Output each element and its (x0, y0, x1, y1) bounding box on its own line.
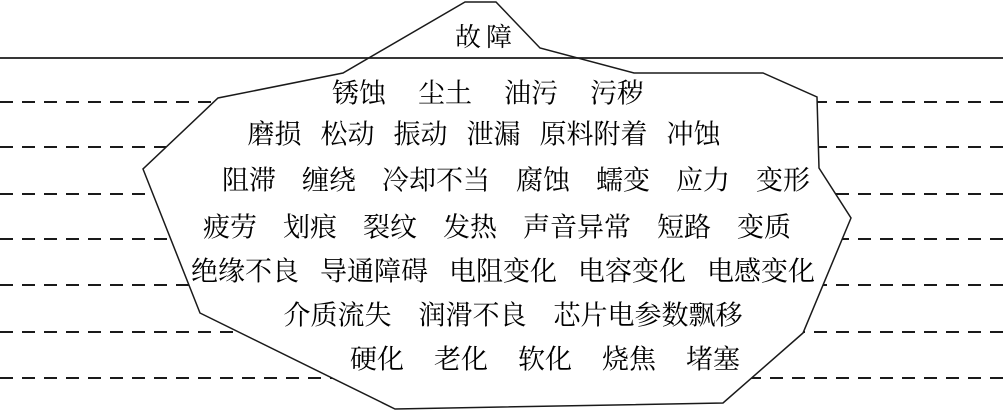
fault-word: 软化 (518, 344, 572, 375)
fault-word: 疲劳 (203, 212, 257, 243)
fault-word: 缠绕 (302, 165, 356, 196)
fault-word: 振动 (393, 119, 448, 150)
fault-word: 原料附着 (539, 119, 648, 150)
fault-word: 污秽 (590, 78, 644, 109)
fault-word: 划痕 (283, 212, 337, 243)
fault-word: 应力 (676, 165, 730, 196)
fault-word: 变质 (737, 212, 791, 243)
fault-word: 锈蚀 (332, 78, 386, 109)
fault-word: 磨损 (247, 119, 302, 150)
fault-row-4 (203, 212, 791, 243)
fault-word: 油污 (504, 78, 558, 109)
fault-word: 松动 (320, 119, 375, 150)
fault-word: 冲蚀 (666, 119, 721, 150)
fault-word: 老化 (434, 344, 488, 375)
fault-word: 尘土 (418, 78, 472, 109)
diagram-title: 故障 (454, 23, 518, 52)
fault-word: 润滑不良 (418, 300, 527, 331)
fault-word: 阻滞 (222, 165, 276, 196)
fault-word: 发热 (443, 212, 497, 243)
fault-word: 蠕变 (596, 165, 650, 196)
fault-row-3 (222, 165, 810, 196)
fault-word: 电感变化 (707, 256, 815, 287)
fault-word: 介质流失 (283, 300, 392, 331)
fault-word: 电阻变化 (449, 256, 557, 287)
fault-word: 绝缘不良 (191, 256, 299, 287)
fault-word: 堵塞 (686, 344, 740, 375)
fault-row-7 (350, 344, 740, 375)
fault-word: 变形 (756, 165, 810, 196)
fault-row-6 (283, 300, 743, 331)
fault-word: 腐蚀 (516, 165, 570, 196)
fault-word: 导通障碍 (320, 256, 428, 287)
fault-word: 电容变化 (578, 256, 686, 287)
fault-row-1 (332, 78, 644, 109)
fault-word: 裂纹 (363, 212, 417, 243)
fault-word: 芯片电参数飘移 (553, 300, 743, 331)
fault-row-5 (191, 256, 815, 287)
fault-word: 冷却不当 (382, 165, 490, 196)
fault-word: 烧焦 (602, 344, 656, 375)
fault-word: 泄漏 (466, 119, 521, 150)
fault-word: 硬化 (350, 344, 404, 375)
fault-word: 短路 (657, 212, 711, 243)
fault-word: 声音异常 (523, 212, 631, 243)
fault-row-2 (247, 119, 721, 150)
